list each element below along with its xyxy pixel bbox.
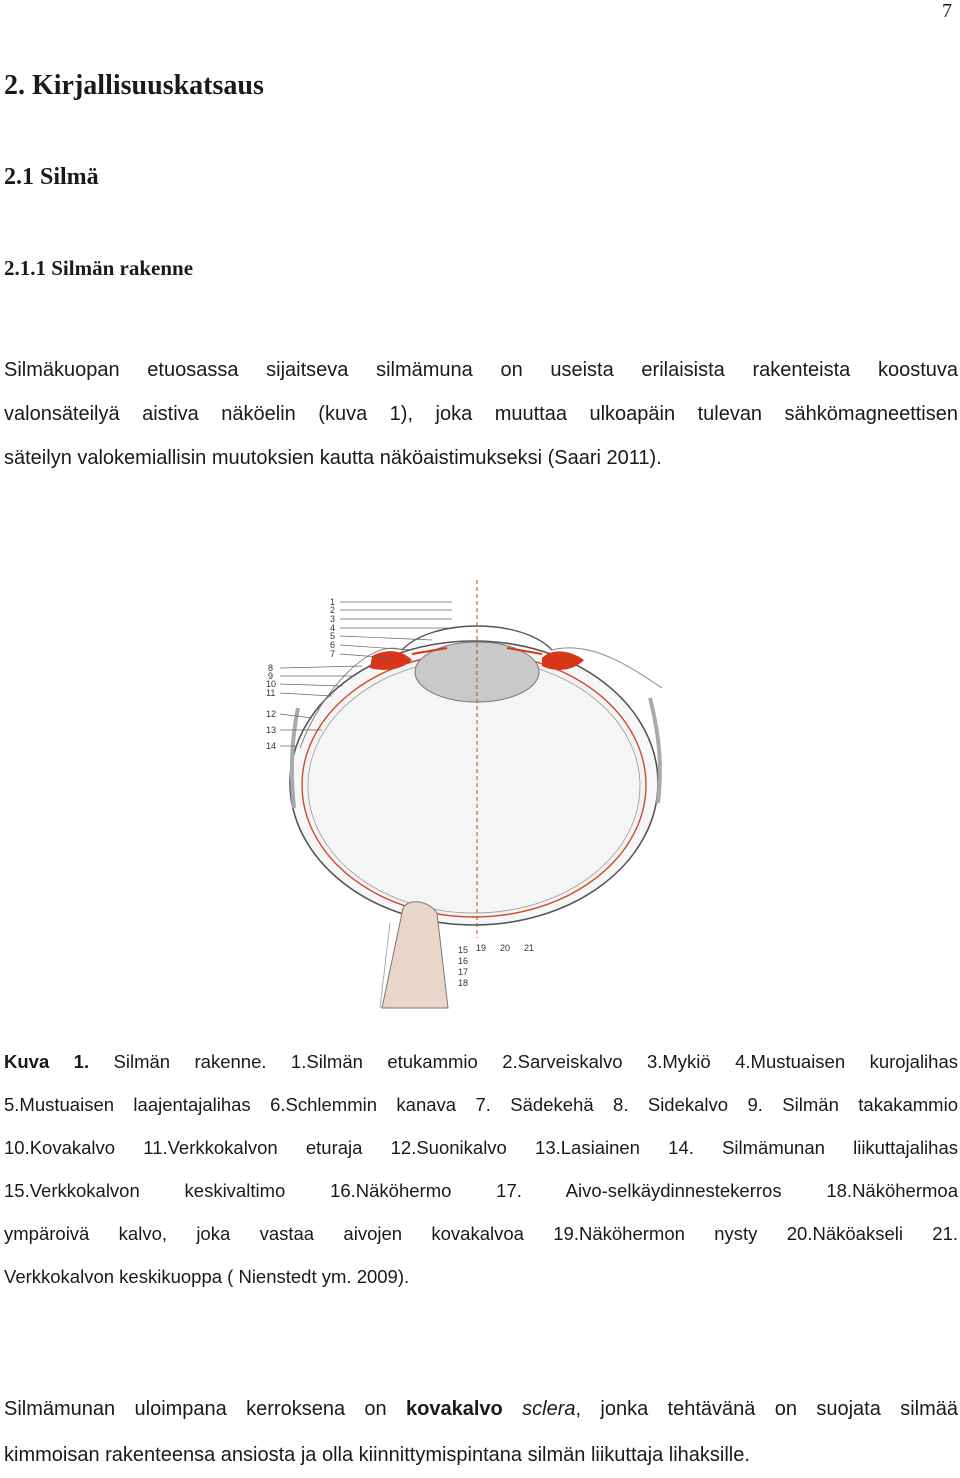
leader-line: [280, 693, 332, 696]
paragraph-line: [4, 1386, 958, 1432]
caption-line1-text: Silmän rakenne. 1.Silmän etukammio 2.Sarveiskalvo 3.Mykiö 4.Mustuaisen kurojalihas: [113, 1051, 958, 1072]
intro-paragraph: [4, 348, 958, 480]
paragraph-text: , jonka tehtävänä on suojata silmää: [575, 1398, 958, 1420]
bold-term: kovakalvo: [406, 1398, 503, 1420]
label-7: 7: [330, 649, 336, 659]
heading-kirjallisuuskatsaus: 2. Kirjallisuuskatsaus: [4, 70, 264, 101]
label-1: 1: [330, 597, 336, 607]
label-16: 16: [458, 956, 469, 966]
label-15: 15: [458, 945, 469, 955]
label-9: 9: [268, 671, 274, 681]
label-21: 21: [524, 943, 535, 953]
caption-label: Kuva 1.: [4, 1051, 90, 1072]
leader-line: [280, 666, 362, 668]
caption-line: ympäroivä kalvo, joka vastaa aivojen kovakalvoa 19.Näköhermon nysty 20.Näköakseli 21.: [4, 1223, 958, 1244]
caption-line: 5.Mustuaisen laajentajalihas 6.Schlemmin kanava 7. Sädekehä 8. Sidekalvo 9. Silmän takakammio: [4, 1094, 958, 1115]
label-13: 13: [266, 725, 277, 735]
caption-line: 10.Kovakalvo 11.Verkkokalvon eturaja 12.Suonikalvo 13.Lasiainen 14. Silmämunan liikuttajalihas: [4, 1137, 958, 1158]
paragraph-line: valonsäteilyä aistiva näköelin (kuva 1), joka muuttaa ulkoapäin tulevan sähkömagneettisen: [4, 403, 958, 425]
label-18: 18: [458, 978, 469, 988]
caption-line: Verkkokalvon keskikuoppa ( Nienstedt ym. 2009).: [4, 1266, 410, 1287]
label-20: 20: [500, 943, 511, 953]
caption-line: 15.Verkkokalvon keskivaltimo 16.Näköhermo 17. Aivo-selkäydinnestekerros 18.Näköhermoa: [4, 1180, 958, 1201]
eye-anatomy-figure: [252, 578, 708, 1010]
italic-term: sclera: [522, 1398, 576, 1420]
label-11: 11: [266, 688, 276, 698]
figure-labels-bottom: [458, 943, 534, 988]
paragraph-line: Silmäkuopan etuosassa sijaitseva silmämuna on useista erilaisista rakenteista koostuva: [4, 359, 958, 381]
label-10: 10: [266, 679, 277, 689]
caption-line: [4, 1040, 958, 1083]
eye-cross-section-illustration: [252, 578, 708, 1010]
page-number: 7: [942, 0, 952, 22]
heading-silman-rakenne: 2.1.1 Silmän rakenne: [4, 256, 194, 280]
heading-silma: 2.1 Silmä: [4, 164, 99, 190]
label-19: 19: [476, 943, 487, 953]
paragraph-line: säteilyn valokemiallisin muutoksien kautta näköaistimukseksi (Saari 2011).: [4, 447, 662, 469]
label-4: 4: [330, 623, 336, 633]
label-2: 2: [330, 605, 336, 615]
label-12: 12: [266, 709, 277, 719]
leader-line: [340, 645, 412, 650]
paragraph-text: Silmämunan uloimpana kerroksena on: [4, 1398, 407, 1420]
sclera-paragraph: [4, 1386, 958, 1478]
label-17: 17: [458, 967, 469, 977]
label-6: 6: [330, 640, 336, 650]
label-5: 5: [330, 631, 336, 641]
label-3: 3: [330, 614, 336, 624]
leader-line: [280, 684, 342, 686]
label-14: 14: [266, 741, 277, 751]
paragraph-line: kimmoisan rakenteensa ansiosta ja olla kiinnittymispintana silmän liikuttaja lihaksille.: [4, 1444, 750, 1466]
label-8: 8: [268, 663, 274, 673]
figure-caption: [4, 1040, 958, 1298]
